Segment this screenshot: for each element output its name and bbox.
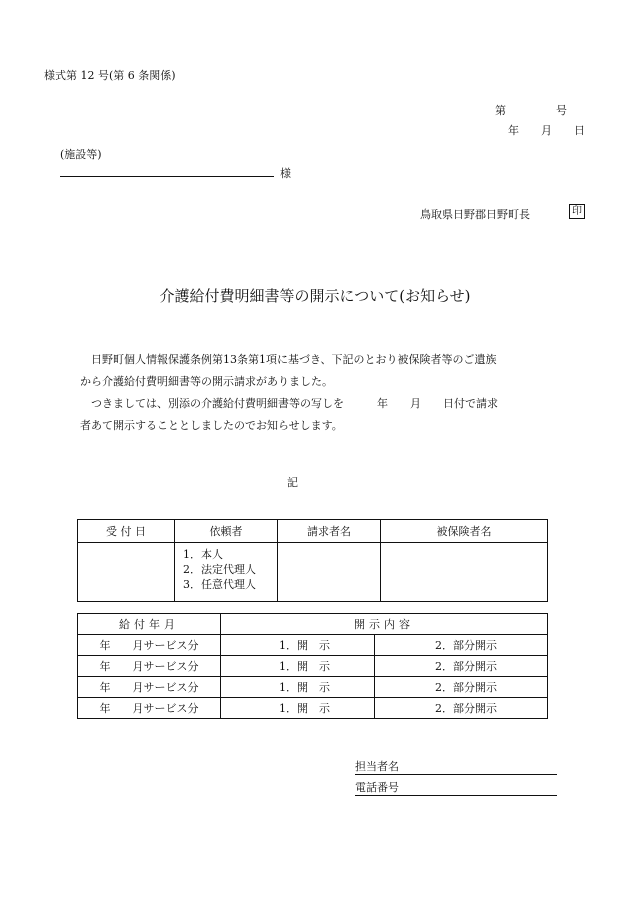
service-month-cell: 年 月サービス分 [78, 635, 221, 656]
contact-person [355, 758, 557, 775]
table-row [78, 656, 548, 677]
claimant-name-cell[interactable] [278, 543, 381, 602]
contact-person-label[interactable]: 担当者名 [355, 758, 557, 775]
contact-phone-label[interactable]: 電話番号 [355, 779, 557, 796]
request-table-header [78, 520, 548, 543]
disclose-option[interactable]: 1．開 示 [221, 698, 375, 719]
partial-disclose-option[interactable]: 2．部分開示 [375, 635, 548, 656]
table-row [78, 698, 548, 719]
requester-option-legal[interactable]: 2．法定代理人 [183, 563, 256, 576]
recipient-label: (施設等) [60, 148, 102, 161]
request-table-row [78, 543, 548, 602]
body-text [80, 349, 540, 437]
table-row [78, 677, 548, 698]
header-claimant-name: 請求者名 [278, 520, 381, 543]
form-number: 様式第 12 号(第 6 条関係) [44, 69, 176, 82]
date-month: 月 [541, 124, 552, 137]
service-month-cell: 年 月サービス分 [78, 698, 221, 719]
ki-heading: 記 [287, 476, 298, 489]
body-line-3: つきましては、別添の介護給付費明細書等の写しを 年 月 日付で請求 [91, 397, 498, 410]
date-year: 年 [508, 124, 519, 137]
header-benefit-month: 給付年月 [78, 614, 221, 635]
service-month-cell: 年 月サービス分 [78, 656, 221, 677]
received-date-cell[interactable] [78, 543, 175, 602]
document-title: 介護給付費明細書等の開示について(お知らせ) [159, 287, 471, 305]
body-line-4: 者あて開示することとしましたのでお知らせします。 [80, 419, 343, 432]
service-month-cell: 年 月サービス分 [78, 677, 221, 698]
number-prefix: 第 [495, 104, 506, 117]
disclosure-table-header [78, 614, 548, 635]
disclosure-table [77, 613, 548, 719]
partial-disclose-option[interactable]: 2．部分開示 [375, 698, 548, 719]
partial-disclose-option[interactable]: 2．部分開示 [375, 677, 548, 698]
seal-stamp: 印 [569, 204, 585, 219]
body-line-1: 日野町個人情報保護条例第13条第1項に基づき、下記のとおり被保険者等のご遺族 [91, 353, 497, 366]
date-day: 日 [574, 124, 585, 137]
header-received-date: 受 付 日 [78, 520, 175, 543]
header-insured-name: 被保険者名 [381, 520, 548, 543]
issuer-name: 鳥取県日野郡日野町長 [420, 208, 530, 221]
requester-options [175, 543, 278, 602]
document-number [495, 102, 567, 118]
disclose-option[interactable]: 1．開 示 [221, 635, 375, 656]
header-requester: 依頼者 [175, 520, 278, 543]
requester-option-voluntary[interactable]: 3．任意代理人 [183, 578, 256, 591]
disclose-option[interactable]: 1．開 示 [221, 677, 375, 698]
requester-option-self[interactable]: 1．本人 [183, 548, 223, 561]
document-date [508, 122, 585, 138]
recipient-honorific: 様 [280, 167, 291, 180]
disclose-option[interactable]: 1．開 示 [221, 656, 375, 677]
contact-phone [355, 779, 557, 796]
insured-name-cell[interactable] [381, 543, 548, 602]
body-line-2: から介護給付費明細書等の開示請求がありました。 [80, 375, 333, 388]
table-row [78, 635, 548, 656]
number-suffix: 号 [556, 104, 567, 117]
partial-disclose-option[interactable]: 2．部分開示 [375, 656, 548, 677]
recipient-line [60, 176, 274, 177]
header-disclosure-content: 開示内容 [221, 614, 548, 635]
request-table [77, 519, 548, 602]
